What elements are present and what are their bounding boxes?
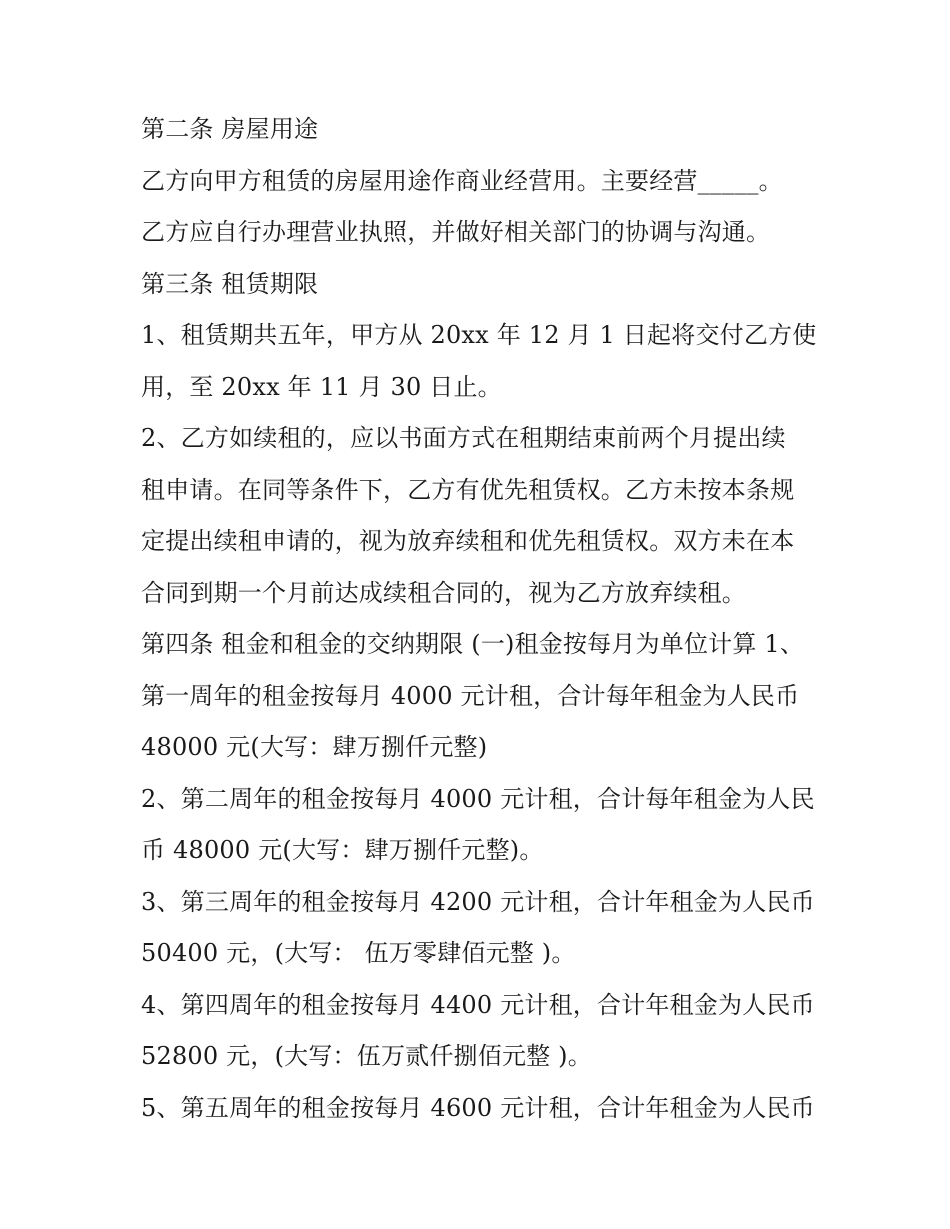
- text-line: 4、第四周年的租金按每月 4400 元计租，合计年租金为人民币: [141, 990, 815, 1019]
- article-2-heading: 第二条 房屋用途: [141, 115, 319, 143]
- text-line: 币 48000 元(大写：肆万捌仟元整)。: [141, 836, 544, 864]
- text-line: 定提出续租申请的，视为放弃续租和优先租赁权。双方未在本: [141, 527, 795, 555]
- text-line: 3、第三周年的租金按每月 4200 元计租，合计年租金为人民币: [141, 887, 815, 916]
- document-body: [141, 107, 841, 1137]
- text-line: 租申请。在同等条件下，乙方有优先租赁权。乙方未按本条规: [141, 475, 795, 504]
- text-line: 50400 元，(大写： 伍万零肆佰元整 )。: [141, 939, 576, 967]
- text-line: 1、租赁期共五年，甲方从 20xx 年 12 月 1 日起将交付乙方使: [141, 321, 817, 349]
- text-line: 48000 元(大写：肆万捌仟元整): [141, 733, 488, 761]
- text-line: 5、第五周年的租金按每月 4600 元计租，合计年租金为人民币: [141, 1093, 815, 1122]
- text-line: 合同到期一个月前达成续租合同的，视为乙方放弃续租。: [141, 578, 746, 607]
- article-4-heading: 第四条 租金和租金的交纳期限 (一)租金按每月为单位计算 1、: [141, 630, 805, 658]
- text-line: 2、乙方如续租的，应以书面方式在租期结束前两个月提出续: [141, 424, 786, 452]
- article-3-heading: 第三条 租赁期限: [141, 269, 319, 298]
- text-line: 第一周年的租金按每月 4000 元计租，合计每年租金为人民币: [141, 681, 800, 710]
- text-line: 52800 元，(大写：伍万贰仟捌佰元整 )。: [141, 1042, 592, 1070]
- text-line: 乙方向甲方租赁的房屋用途作商业经营用。主要经营_____。: [141, 166, 783, 195]
- text-line: 2、第二周年的租金按每月 4000 元计租，合计每年租金为人民: [141, 784, 815, 813]
- text-line: 乙方应自行办理营业执照，并做好相关部门的协调与沟通。: [141, 218, 771, 246]
- text-line: 用，至 20xx 年 11 月 30 日止。: [141, 372, 502, 401]
